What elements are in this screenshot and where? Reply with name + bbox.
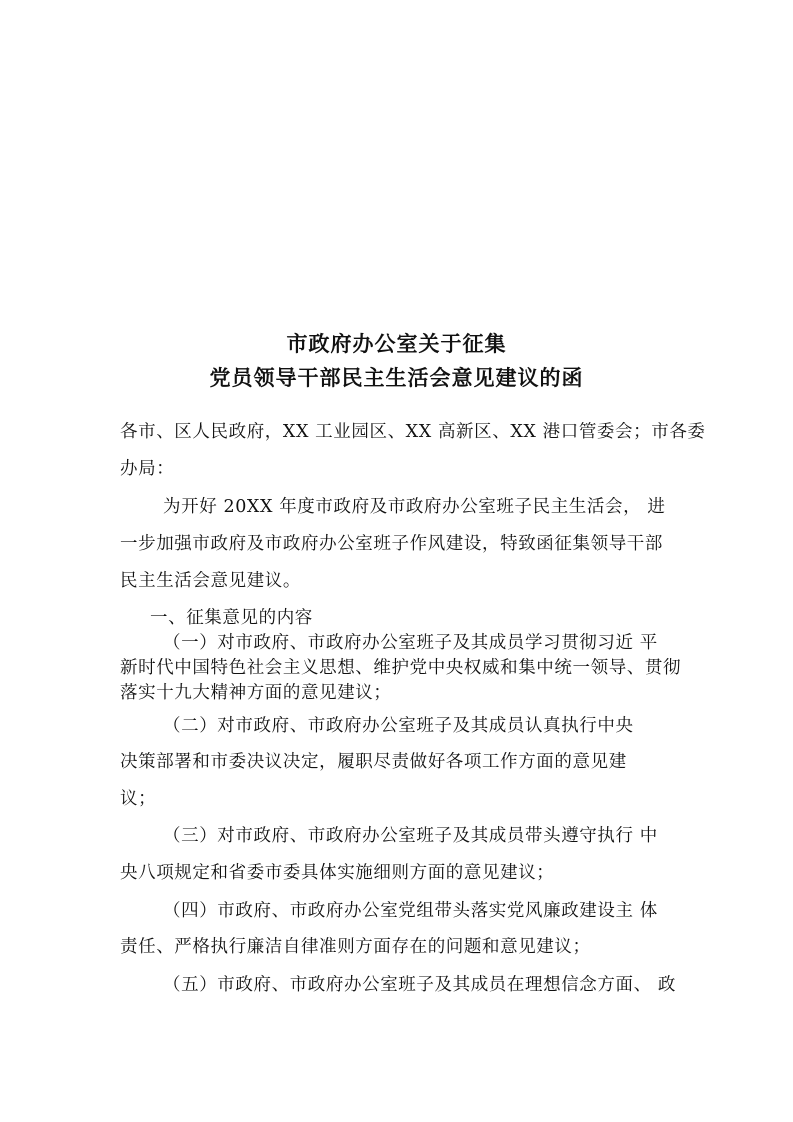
addressee-line-2: 办局： <box>120 459 175 479</box>
item-4-line-1: （四）市政府、市政府办公室党组带头落实党风廉政建设主 体 <box>163 901 658 921</box>
intro-line-3: 民主生活会意见建议。 <box>120 571 301 591</box>
item-1-line-3: 落实十九大精神方面的意见建议； <box>120 683 392 703</box>
item-2-line-2: 决策部署和市委决议决定，履职尽责做好各项工作方面的意见建 <box>120 752 627 772</box>
item-2-line-1: （二）对市政府、市政府办公室班子及其成员认真执行中央 <box>163 716 634 736</box>
section-heading: 一、征集意见的内容 <box>150 608 313 628</box>
document-title-line-2: 党员领导干部民主生活会意见建议的函 <box>209 365 584 390</box>
item-3-line-2: 央八项规定和省委市委具体实施细则方面的意见建议； <box>120 863 555 883</box>
item-4-line-2: 责任、严格执行廉洁自律准则方面存在的问题和意见建议； <box>120 937 591 957</box>
addressee-line-1: 各市、区人民政府，XX 工业园区、XX 高新区、XX 港口管委会；市各委 <box>120 422 706 442</box>
item-3-line-1: （三）对市政府、市政府办公室班子及其成员带头遵守执行 中 <box>163 826 658 846</box>
intro-line-2: 一步加强市政府及市政府办公室班子作风建设，特致函征集领导干部 <box>120 534 663 554</box>
item-2-line-3: 议； <box>120 789 157 809</box>
item-1-line-1: （一）对市政府、市政府办公室班子及其成员学习贯彻习近 平 <box>163 633 658 653</box>
item-5-line-1: （五）市政府、市政府办公室班子及其成员在理想信念方面、 政 <box>163 975 676 995</box>
intro-line-1: 为开好 20XX 年度市政府及市政府办公室班子民主生活会， 进 <box>163 497 666 517</box>
document-title-line-1: 市政府办公室关于征集 <box>286 331 507 356</box>
item-1-line-2: 新时代中国特色社会主义思想、维护党中央权威和集中统一领导、贯彻 <box>120 658 682 678</box>
